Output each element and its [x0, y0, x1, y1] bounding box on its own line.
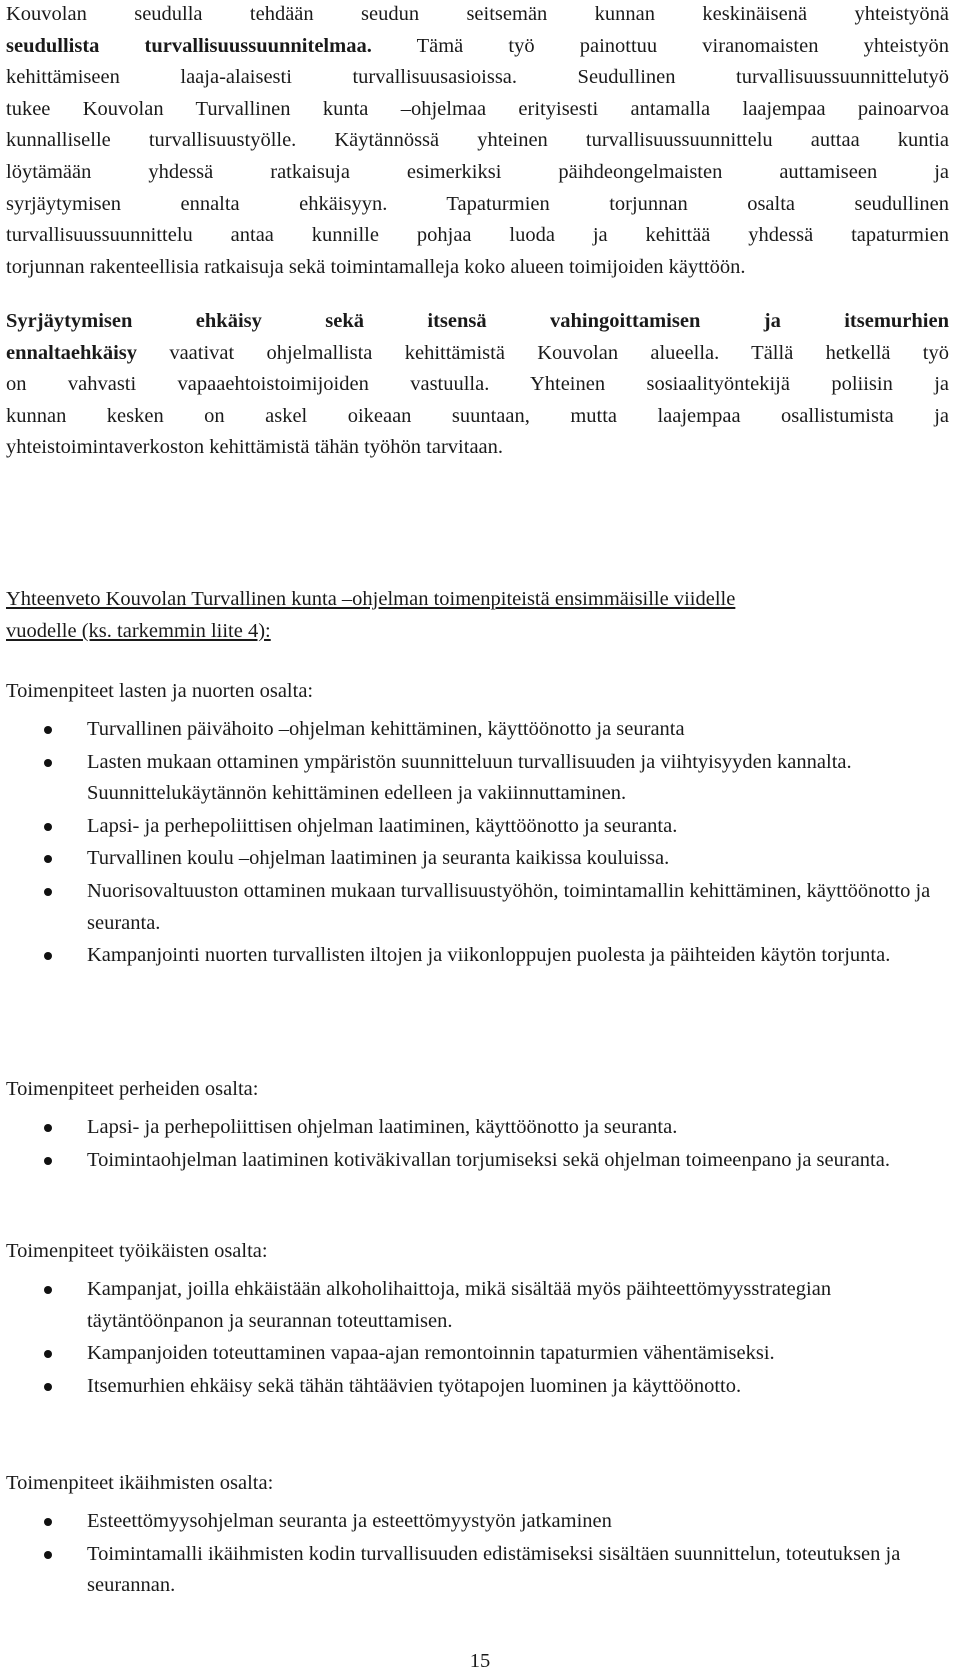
- list-item-text: Nuorisovaltuuston ottaminen mukaan turvallisuustyöhön, toimintamallin kehittäminen, käyttöönotto ja seuranta.: [87, 879, 931, 934]
- bullet-icon: [44, 1124, 52, 1132]
- bullet-icon: [44, 1551, 52, 1559]
- list-item-text: Kampanjointi nuorten turvallisten iltojen ja viikonloppujen puolesta ja päihteiden käytön torjunta.: [87, 944, 891, 967]
- list-item: [6, 747, 949, 810]
- p2-bold-line-2: ennaltaehkäisy: [6, 341, 137, 364]
- summary-heading: [6, 584, 949, 647]
- list-tyoikaiset: [6, 1274, 949, 1403]
- p1-line-7: syrjäytymisen ennalta ehkäisyyn. Tapaturmien torjunnan osalta seudullinen: [6, 192, 949, 215]
- bullet-icon: [44, 1157, 52, 1165]
- list-item-text: Turvallinen koulu –ohjelman laatiminen ja seuranta kaikissa kouluissa.: [87, 847, 670, 870]
- list-item-text: Lasten mukaan ottaminen ympäristön suunnitteluun turvallisuuden ja viihtyisyyden kannalta. Suunnittelukäytännön kehittäminen edelleen ja vakiinnuttaminen.: [87, 750, 852, 805]
- list-item-text: Turvallinen päivähoito –ohjelman kehittäminen, käyttöönotto ja seuranta: [87, 718, 685, 740]
- group-title-ikaihmiset: Toimenpiteet ikäihmisten osalta:: [6, 1472, 274, 1494]
- bullet-icon: [44, 726, 52, 734]
- list-item-text: Kampanjat, joilla ehkäistään alkoholihaittoja, mikä sisältää myös päihteettömyysstrategian täytäntöönpanon ja seurannan toteuttamisen.: [87, 1278, 832, 1332]
- p1-line-4: tukee Kouvolan Turvallinen kunta –ohjelmaa erityisesti antamalla laajempaa painoarvoa: [6, 97, 949, 120]
- p2-bold-line-1: Syrjäytymisen ehkäisy sekä itsensä vahingoittamisen ja itsemurhien: [6, 310, 949, 332]
- list-item: [6, 1338, 949, 1370]
- list-ikaihmiset: [6, 1506, 949, 1603]
- list-item: [6, 1274, 949, 1337]
- paragraph-syrjaytymisen-ehkaisy: [6, 306, 949, 464]
- bullet-icon: [44, 1383, 52, 1391]
- group-title-tyoikaiset: Toimenpiteet työikäisten osalta:: [6, 1240, 268, 1262]
- list-item-text: Esteettömyysohjelman seuranta ja esteettömyystyön jatkaminen: [87, 1510, 612, 1532]
- p2-line-1: [6, 306, 949, 338]
- list-item-text: Toimintaohjelman laatiminen kotiväkivallan torjumiseksi sekä ohjelman toimeenpano ja seuranta.: [87, 1148, 890, 1171]
- list-item: [6, 843, 949, 875]
- p1-line-9: torjunnan rakenteellisia ratkaisuja sekä toimintamalleja koko alueen toimijoiden käyttöön.: [6, 255, 746, 278]
- list-item: [6, 1506, 949, 1538]
- summary-heading-line-2: vuodelle (ks. tarkemmin liite 4):: [6, 619, 271, 642]
- list-item: [6, 1539, 949, 1602]
- p1-line-6: löytämään yhdessä ratkaisuja esimerkiksi päihdeongelmaisten auttamiseen ja: [6, 160, 949, 183]
- p2-line-3: on vahvasti vapaaehtoistoimijoiden vastuulla. Yhteinen sosiaalityöntekijä poliisin ja: [6, 373, 949, 396]
- p1-bold-phrase: seudullista turvallisuussuunnitelmaa.: [6, 34, 372, 57]
- list-item-text: Toimintamalli ikäihmisten kodin turvallisuuden edistämiseksi sisältäen suunnittelun, toteutuksen ja seurannan.: [87, 1542, 901, 1597]
- p1-line-3: kehittämiseen laaja-alaisesti turvallisuusasioissa. Seudullinen turvallisuussuunnittelutyö: [6, 66, 949, 89]
- p2-line-2-rest: vaativat ohjelmallista kehittämistä Kouvolan alueella. Tällä hetkellä työ: [137, 341, 949, 364]
- list-lapset-nuoret: [6, 714, 949, 973]
- list-item: [6, 940, 949, 972]
- p1-line-1: Kouvolan seudulla tehdään seudun seitsemän kunnan keskinäisenä yhteistyönä: [6, 3, 949, 25]
- p2-line-5: yhteistoimintaverkoston kehittämistä tähän työhön tarvitaan.: [6, 436, 504, 459]
- list-item: [6, 1112, 949, 1144]
- list-item-text: Lapsi- ja perhepoliittisen ohjelman laatiminen, käyttöönotto ja seuranta.: [87, 814, 678, 837]
- list-item: [6, 714, 949, 746]
- paragraph-seudullinen-turvallisuus: [6, 0, 949, 283]
- bullet-icon: [44, 1350, 52, 1358]
- list-item-text: Itsemurhien ehkäisy sekä tähän tähtäävien työtapojen luominen ja käyttöönotto.: [87, 1374, 742, 1397]
- group-title-perheet: Toimenpiteet perheiden osalta:: [6, 1078, 259, 1100]
- bullet-icon: [44, 1518, 52, 1526]
- summary-heading-line-1: Yhteenveto Kouvolan Turvallinen kunta –ohjelman toimenpiteistä ensimmäisille viidelle: [6, 588, 736, 610]
- p1-line-5: kunnalliselle turvallisuustyölle. Käytännössä yhteinen turvallisuussuunnittelu auttaa kuntia: [6, 129, 949, 152]
- list-item: [6, 1371, 949, 1403]
- list-item: [6, 876, 949, 939]
- list-perheet: [6, 1112, 949, 1177]
- p2-line-2: [6, 338, 949, 370]
- list-item: [6, 811, 949, 843]
- p1-line-2: [6, 31, 949, 63]
- list-item-text: Lapsi- ja perhepoliittisen ohjelman laatiminen, käyttöönotto ja seuranta.: [87, 1116, 678, 1138]
- bullet-icon: [44, 855, 52, 863]
- p1-line-8: turvallisuussuunnittelu antaa kunnille pohjaa luoda ja kehittää yhdessä tapaturmien: [6, 224, 949, 247]
- bullet-icon: [44, 759, 52, 767]
- p1-line-2-rest: Tämä työ painottuu viranomaisten yhteistyön: [371, 34, 949, 57]
- list-item: [6, 1145, 949, 1177]
- bullet-icon: [44, 888, 52, 896]
- bullet-icon: [44, 1286, 52, 1294]
- group-title-lapset-nuoret: Toimenpiteet lasten ja nuorten osalta:: [6, 680, 314, 702]
- p2-line-4: kunnan kesken on askel oikeaan suuntaan, mutta laajempaa osallistumista ja: [6, 404, 949, 427]
- list-item-text: Kampanjoiden toteuttaminen vapaa-ajan remontoinnin tapaturmien vähentämiseksi.: [87, 1342, 775, 1365]
- bullet-icon: [44, 952, 52, 960]
- page-number: 15: [469, 1650, 491, 1672]
- bullet-icon: [44, 823, 52, 831]
